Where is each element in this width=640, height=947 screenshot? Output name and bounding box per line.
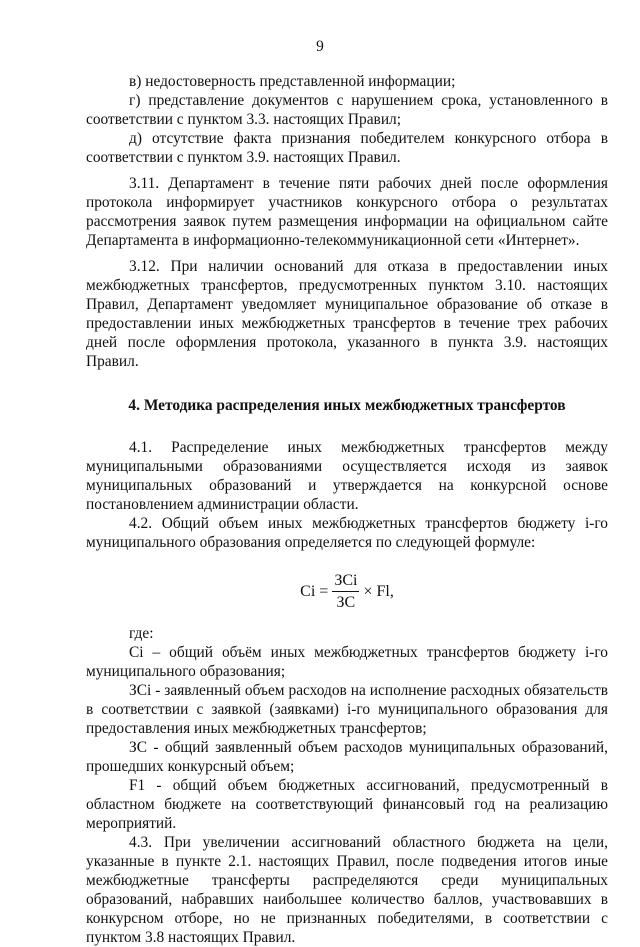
- formula-fraction: [332, 571, 359, 612]
- definition-zc: ЗС - общий заявленный объем расходов муниципальных образований, прошедших конкурсный объем;: [86, 739, 608, 775]
- formula-rhs: × Fl,: [363, 582, 394, 600]
- paragraph-4-2: 4.2. Общий объем иных межбюджетных трансфертов бюджету i-го муниципального образования определяется по следующей формуле:: [86, 515, 608, 551]
- definition-zci: ЗСi - заявленный объем расходов на исполнение расходных обязательств в соответствии с заявкой (заявками) i-го муниципального образования для предоставления иных межбюджетных трансфертов;: [86, 682, 608, 737]
- formula-numerator: ЗCi: [332, 571, 359, 592]
- page-number: 9: [316, 38, 324, 55]
- document-body: [86, 72, 608, 947]
- definition-ci: Ci – общий объём иных межбюджетных трансфертов бюджету i-го муниципального образования;: [86, 644, 608, 680]
- list-item-g: г) представление документов с нарушением срока, установленного в соответствии с пунктом 3.3. настоящих Правил;: [86, 92, 608, 128]
- paragraph-3-12: 3.12. При наличии оснований для отказа в предоставлении иных межбюджетных трансфертов, предусмотренных пунктом 3.10. настоящих Правил, Департамент уведомляет муниципальное образование об отказе в предоставлении иных межбюджетных трансфертов в течение трех рабочих дней после оформления протокола, указанного в пункта 3.9. настоящих Правил.: [86, 258, 608, 370]
- paragraph-4-3: 4.3. При увеличении ассигнований областного бюджета на цели, указанные в пункте 2.1. настоящих Правил, после подведения итогов иные межбюджетные трансферты распределяются среди муниципальных образований, набравших наибольшее количество баллов, участвовавших в конкурсном отборе, но не признанных победителями, в соответствии с пунктом 3.8 настоящих Правил.: [86, 834, 608, 946]
- formula-lhs: Ci =: [300, 582, 329, 600]
- paragraph-4-1: 4.1. Распределение иных межбюджетных трансфертов между муниципальными образованиями осуществляется исходя из заявок муниципальных образований и утверждается на конкурсной основе постановлением администрации области.: [86, 439, 608, 513]
- list-item-d: д) отсутствие факта признания победителем конкурсного отбора в соответствии с пунктом 3.9. настоящих Правил.: [86, 130, 608, 166]
- distribution-formula: [86, 571, 608, 612]
- paragraph-3-11: 3.11. Департамент в течение пяти рабочих дней после оформления протокола информирует участников конкурсного отбора о результатах рассмотрения заявок путем размещения информации на официальном сайте Департамента в информационно-телекоммуникационной сети «Интернет».: [86, 175, 608, 249]
- definition-f1: F1 - общий объем бюджетных ассигнований, предусмотренный в областном бюджете на соответствующий финансовый год на реализацию мероприятий.: [86, 777, 608, 832]
- list-item-v: в) недостоверность представленной информации;: [129, 73, 456, 90]
- formula-denominator: ЗС: [336, 594, 356, 611]
- where-label: где:: [129, 625, 154, 642]
- section-title: 4. Методика распределения иных межбюджетных трансфертов: [128, 397, 566, 414]
